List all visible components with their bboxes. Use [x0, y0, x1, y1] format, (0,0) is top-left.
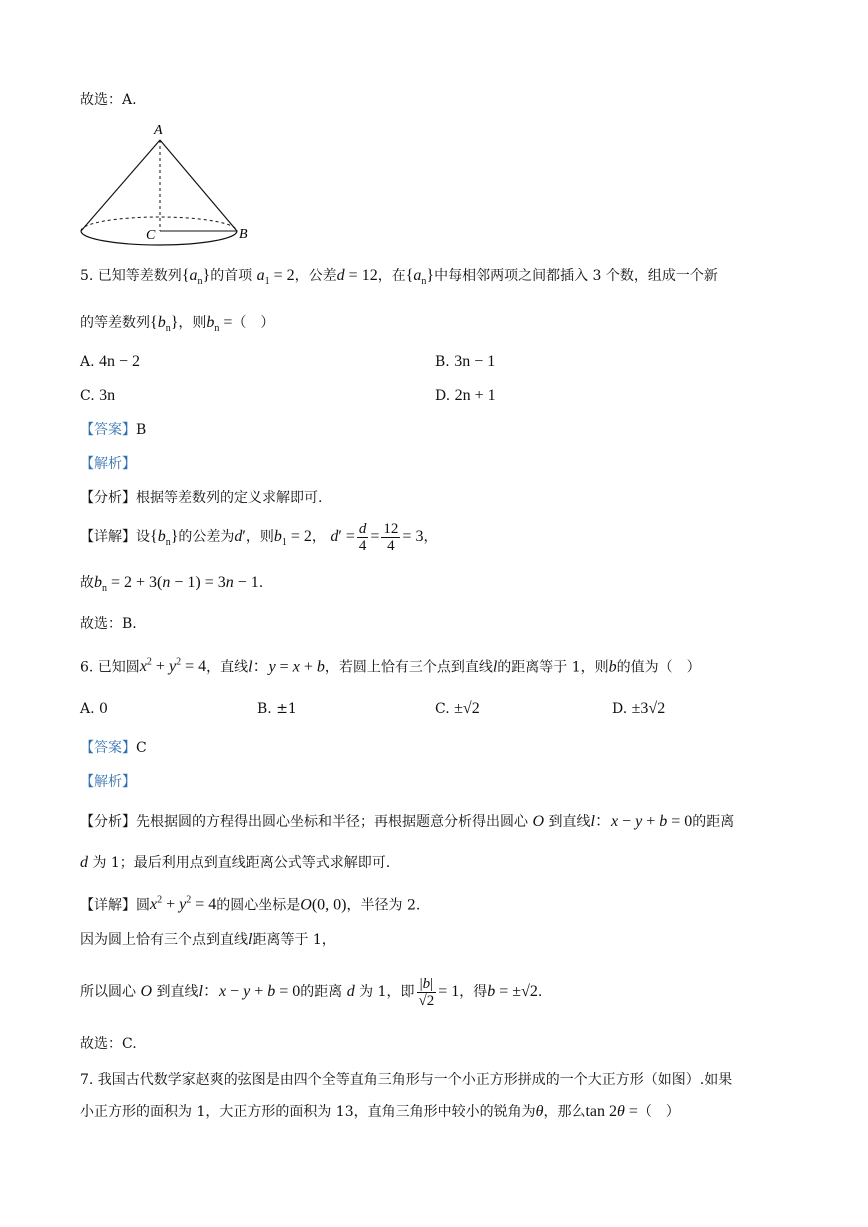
point-b-label: B — [239, 227, 248, 242]
q5-option-d[interactable]: D. 2n + 1 — [435, 387, 496, 404]
q5-stem-line1: 5. 已知等差数列$\{a_n\}$的首项 $a_1 = 2$，公差d = 12，在$\{a_n\}$中每相邻两项之间都插入 3 个数，组成一个新 — [80, 267, 718, 288]
q6-xiangjie: 【详解】圆$x^2 + y^2 = 4$的圆心坐标是O(0, 0)，半径为 2. — [80, 895, 421, 914]
q6-answer: 【答案】C — [80, 740, 147, 756]
cone-figure — [76, 118, 266, 250]
q5-analysis-tag: 【解析】 — [80, 456, 136, 472]
vertex-a-label: A — [154, 123, 163, 138]
q5-option-b[interactable]: B. 3n − 1 — [435, 353, 496, 370]
q5-choice: 故选：B. — [80, 616, 137, 632]
q6-stem: 6. 已知圆$x^2 + y^2 = 4$，直线l：y = x + b，若圆上恰有三个点到直线l的距离等于 1，则b的值为（ ） — [80, 657, 701, 676]
q6-option-b[interactable]: B. ±1 — [257, 701, 297, 717]
q5-derivation: 故$b_n = 2 + 3(n - 1) = 3n - 1$. — [80, 574, 264, 595]
q6-so: 所以圆心 O 到直线l：x − y + b = 0的距离 d 为 1，即 $\frac{|b|}{√2}$ = 1，得b = ±√2. — [80, 975, 543, 1009]
q6-option-d[interactable]: D. ±3√2 — [612, 700, 666, 717]
q5-option-c[interactable]: C. 3n — [80, 387, 116, 404]
q6-choice: 故选：C. — [80, 1036, 137, 1052]
q5-option-a[interactable]: A. 4n − 2 — [80, 353, 141, 370]
previous-choice: 故选：A. — [80, 92, 137, 108]
q7-line2: 小正方形的面积为 1，大正方形的面积为 13，直角三角形中较小的锐角为θ，那么tan 2θ =（ ） — [80, 1103, 680, 1120]
q6-option-c[interactable]: C. ±√2 — [435, 700, 480, 717]
q6-fenxi-line1: 【分析】先根据圆的方程得出圆心坐标和半径；再根据题意分析得出圆心 O 到直线l：x − y + b = 0的距离 — [80, 813, 735, 830]
q6-analysis-tag: 【解析】 — [80, 774, 136, 790]
q5-answer: 【答案】B — [80, 422, 147, 438]
q5-xiangjie: 【详解】设$\{b_n\}$的公差为d′，则$b_1 = 2$， d′ = $\frac{d}{4}$ = $\frac{12}{4}$ = 3， — [80, 520, 438, 554]
q6-option-a[interactable]: A. 0 — [80, 701, 108, 717]
q5-stem-line2: 的等差数列$\{b_n\}$，则$b_n$ =（ ） — [80, 314, 275, 335]
center-c-label: C — [146, 228, 156, 243]
q5-fenxi: 【分析】根据等差数列的定义求解即可. — [80, 490, 323, 506]
q7-line1: 7. 我国古代数学家赵爽的弦图是由四个全等直角三角形与一个小正方形拼成的一个大正方形（如图）.如果 — [80, 1072, 733, 1088]
q6-because: 因为圆上恰有三个点到直线l距离等于 1， — [80, 931, 336, 948]
q6-fenxi-line2: d 为 1；最后利用点到直线距离公式等式求解即可. — [80, 854, 391, 871]
